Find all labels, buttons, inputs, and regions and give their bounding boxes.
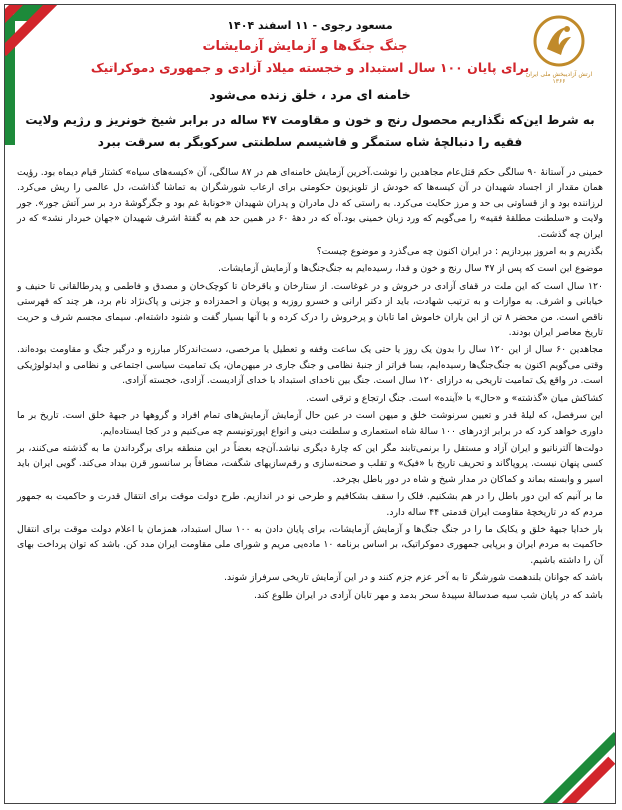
paragraph: بار خدایا جبههٔ خلق و یکایک ما را در جنگ جنگ‌ها و آزمایش آزمایشات، برای پایان دادن به ۱۰۰ سال استبداد، همزمان با اعلام دولت موقت برای انتقال حاکمیت به مردم ایران و برپایی جمهوری دموکراتیک، بر اساس برنامه ۱۰ ماده‌یی مریم و شورای ملی مقاومت ایران مدد کن. باشد که توان پرداخت بهای آن را داشته باشیم.: [17, 523, 603, 566]
article-body: [17, 165, 603, 605]
headline-black-1: خامنه ای مرد ، خلق زنده می‌شود: [209, 87, 411, 102]
paragraph: ما بر آنیم که این دور باطل را در هم بشکنیم. فلک را سقف بشکافیم و طرحی نو در اندازیم. طرح دولت موقت برای انتقال قدرت و حاکمیت به جمهور مردم که در تاریخچهٔ مقاومت ایران قدمتی ۴۴ ساله دارد.: [17, 491, 603, 518]
headline-red-1: جنگ جنگ‌ها و آزمایش آزمایشات: [202, 39, 408, 54]
paragraph: باشد که در پایان شب سیه صدسالهٔ سپیدهٔ سحر بدمد و مهر تابان آزادی در ایران طلوع کند.: [253, 589, 603, 601]
paragraph: این سرفصل، که لیلهٔ قدر و تعیین سرنوشت خلق و میهن است در عین حال آزمایش آزمایش‌های تمام افراد و گروهها در جبههٔ خلق است. تاریخ بر ما داوری خواهد کرد که در برابر اژدرهای ۱۰۰ سالهٔ شاه استعماری و سلطنت دینی و انواع اپورتونیسم چه می‌کنیم و در کجا ایستاده‌ایم.: [17, 410, 603, 437]
article-frame: [4, 4, 616, 804]
paragraph: کشاکش میان «گذشته» و «حال» با «آینده» است. جنگ ارتجاع و ترقی است.: [306, 392, 603, 404]
paragraph: موضوع این است که پس از ۴۷ سال رنج و خون و فدا، رسیده‌ایم به جنگ‌جنگ‌ها و آزمایش آزمایشات.: [218, 263, 603, 275]
paragraph: باشد که جوانان بلندهمت شورشگر تا به آخر عزم جزم کنند و در این آزمایش تاریخی سرفراز شوند.: [224, 572, 603, 584]
headline-black-2: به شرط این‌که نگذاریم محصول رنج و خون و مقاومت ۴۷ ساله در برابر شیخ خونریز و رژیم ولایت فقیه را دنبالچهٔ شاه ستمگر و فاشیسم سلطنتی سرکوبگر به سرقت ببرد: [25, 113, 595, 149]
logo-year: ۱۳۶۶: [552, 78, 566, 86]
paragraph: دولت‌ها آلترناتیو و ایران آزاد و مستقل را برنمی‌تابند مگر این که چارهٔ دیگری نباشد.آن‌چه بعضاً در این منطقه برای برگرداندن ما به گذشته می‌کنند، بر کسی پنهان نیست. پروپاگاند و تحریف تاریخ با «فیک» و تقلب و صحنه‌سازی و رقم‌سازیهای شگفت، مضافاً بر سانسور قرن بیداد می‌کند. گویی ایران باید اسیر و وابسته بماند و کماکان در مدار شیخ و شاه در دور باطل بچرخد.: [17, 442, 603, 485]
paragraph: ۱۲۰ سال است که این ملت در قفای آزادی در خروش و در غوغاست. از ستارخان و باقرخان تا کوچک‌خان و مصدق و فاطمی و پدرطالقانی تا حنیف و خیابانی و اشرف. به موازات و به ترتیب شهادت، باید از دکتر ارانی و خسرو روزبه و پویان و احمدزاده و جزنی و پاک‌نژاد نام برد، هر چند که فهرستی ناقص است. من محضر ۸ تن از این یاران خاموش اما تابان و پرخروش را درک کرده و با آنها بسیار گفت و شنود داشته‌ام. سیمای مجسم شرف و حریت تاریخ معاصر ایران بودند.: [17, 280, 603, 339]
paragraph: خمینی در آستانهٔ ۹۰ سالگی حکم قتل‌عام مجاهدین را نوشت.آخرین آزمایش خامنه‌ای هم در ۸۷ سالگی، آن «کیسه‌های سیاه» کشتار قیام دیماه بود. رؤیت همان مقدار از اجساد شهیدان در آن کیسه‌ها که خودش از تلویزیون حکومتی برای ارعاب شورشگران به تماشا گذاشت، دل عالمی را ریش می‌کرد. لرزاننده بود و از قساوتی بی حد و مرز حکایت می‌کرد. به راستی که دل مادران و پدران شهیدان «خونابهٔ غم بود و جگرگوشهٔ درد بر سر آتش جور». جور ولایت و «سلطنت مطلقهٔ فقیه» را می‌گویم که ورد زبان خمینی بود.آه که در دههٔ ۶۰ در همین حد هم به گفتهٔ اشرف شهیدان «جهان خبردار نشد» که در ایران چه گذشت.: [17, 167, 604, 240]
paragraph: مجاهدین ۶۰ سال از این ۱۲۰ سال را بدون یک روز یا حتی یک ساعت وقفه و تعطیل یا مرخصی، دست‌اندرکار مبارزه و درگیر جنگ و مقاومت بوده‌اند. وقتی می‌گویم اکنون به جنگ‌جنگ‌ها رسیده‌ایم، بسا فراتر از جنبهٔ نظامی و جنگ جاری در میهن‌مان، یک تمامیت سیاسی اجتماعی و نظامی و ایدئولوژیکی است. در واقع یک تمامیت تاریخی به درازای ۱۲۰ سال است. جنگ بین ناخدای استبداد با خدای آزادیست. آزادی، خجسته آزادی.: [17, 344, 603, 387]
logo-caption: ارتش آزادیبخش ملی ایران: [525, 71, 593, 78]
headline-red-2: برای پایان ۱۰۰ سال استبداد و خجسته میلاد آزادی و جمهوری دموکراتیک: [90, 60, 530, 75]
author-date-line: مسعود رجوی - ۱۱ اسفند ۱۴۰۴: [227, 19, 393, 32]
paragraph: بگذریم و به امروز بپردازیم : در ایران اکنون چه می‌گذرد و موضوع چیست؟: [316, 246, 603, 258]
